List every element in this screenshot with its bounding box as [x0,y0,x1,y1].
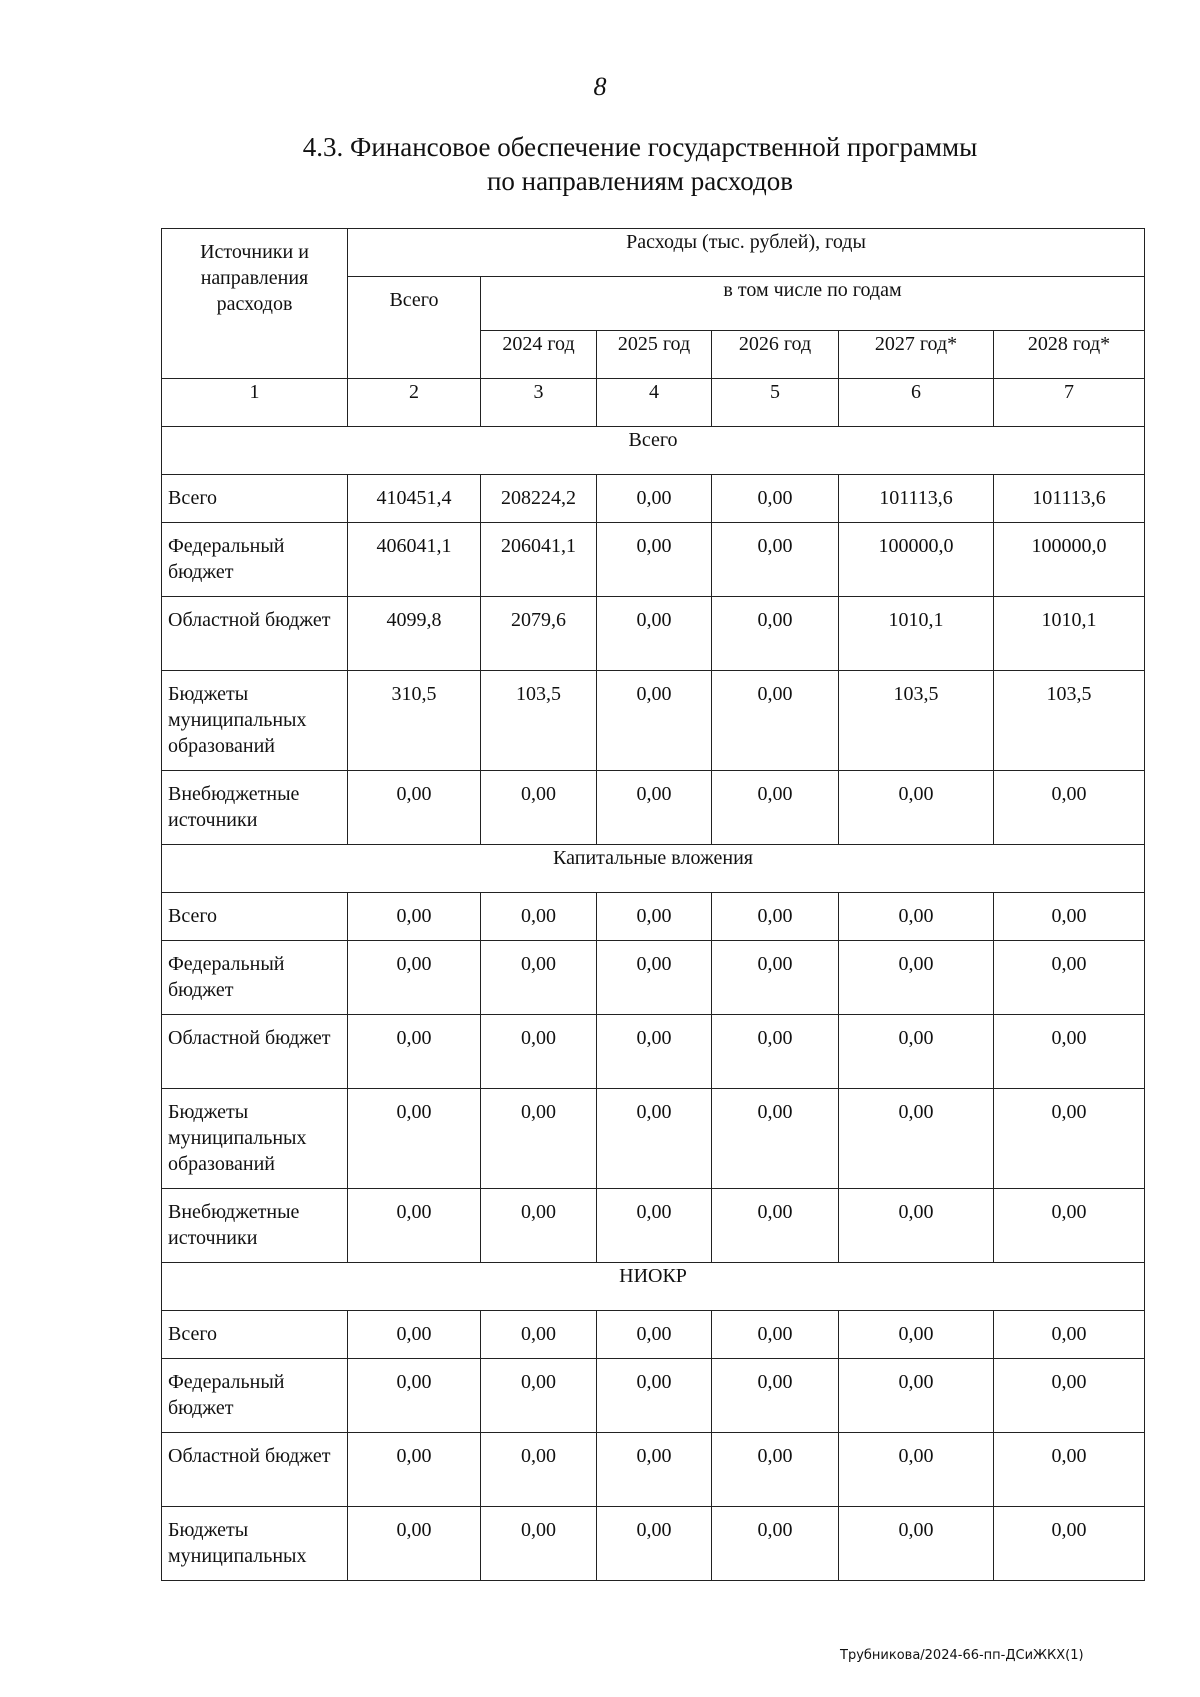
value-cell: 0,00 [839,1433,994,1507]
row-label-cell: Бюджеты муниципальных образований [162,1089,348,1189]
section-title-cell: Капитальные вложения [162,845,1145,893]
value-cell: 0,00 [712,771,839,845]
value-cell: 0,00 [481,1311,597,1359]
table-row [162,475,1145,523]
value-cell: 0,00 [994,893,1145,941]
value-cell: 103,5 [994,671,1145,771]
value-cell: 0,00 [839,771,994,845]
value-cell: 0,00 [348,771,481,845]
value-cell: 101113,6 [994,475,1145,523]
value-cell: 1010,1 [994,597,1145,671]
row-label-cell: Бюджеты муниципальных образований [162,671,348,771]
value-cell: 0,00 [348,893,481,941]
value-cell: 0,00 [839,893,994,941]
table-row [162,523,1145,597]
value-cell: 100000,0 [839,523,994,597]
value-cell: 0,00 [994,1189,1145,1263]
row-label-cell: Всего [162,893,348,941]
value-cell: 0,00 [597,1089,712,1189]
value-cell: 0,00 [597,671,712,771]
table-row [162,671,1145,771]
value-cell: 0,00 [994,1433,1145,1507]
value-cell: 0,00 [712,1359,839,1433]
value-cell: 0,00 [839,1359,994,1433]
value-cell: 103,5 [481,671,597,771]
section-header-row [162,845,1145,893]
header-row-1 [162,229,1145,277]
row-label-cell: Федеральный бюджет [162,523,348,597]
value-cell: 0,00 [597,1015,712,1089]
value-cell: 0,00 [348,1359,481,1433]
value-cell: 0,00 [994,1311,1145,1359]
table-row [162,1189,1145,1263]
value-cell: 0,00 [597,771,712,845]
row-label-cell: Областной бюджет [162,1015,348,1089]
header-year-2024: 2024 год [481,331,597,379]
table-body [162,229,1145,1581]
value-cell: 0,00 [348,941,481,1015]
value-cell: 2079,6 [481,597,597,671]
header-total-cell: Всего [348,277,481,379]
value-cell: 0,00 [348,1015,481,1089]
row-label-cell: Федеральный бюджет [162,941,348,1015]
column-number: 3 [481,379,597,427]
value-cell: 0,00 [994,771,1145,845]
row-label-cell: Внебюджетные источники [162,771,348,845]
value-cell: 0,00 [597,1189,712,1263]
table-row [162,1359,1145,1433]
financing-table [161,228,1145,1581]
table-row [162,893,1145,941]
value-cell: 0,00 [481,1359,597,1433]
value-cell: 0,00 [597,941,712,1015]
table-row [162,941,1145,1015]
value-cell: 0,00 [712,671,839,771]
title-line-1: 4.3. Финансовое обеспечение государственной программы [302,132,978,162]
value-cell: 0,00 [994,1359,1145,1433]
row-label-cell: Областной бюджет [162,1433,348,1507]
value-cell: 0,00 [712,1189,839,1263]
section-title-cell: НИОКР [162,1263,1145,1311]
header-sources-cell: Источники и направления расходов [162,229,348,379]
table-row [162,1507,1145,1581]
value-cell: 0,00 [481,1189,597,1263]
value-cell: 0,00 [348,1433,481,1507]
value-cell: 0,00 [481,771,597,845]
value-cell: 0,00 [348,1507,481,1581]
row-label-cell: Всего [162,1311,348,1359]
value-cell: 0,00 [712,941,839,1015]
value-cell: 0,00 [348,1311,481,1359]
section-title-cell: Всего [162,427,1145,475]
value-cell: 0,00 [597,523,712,597]
value-cell: 0,00 [994,1507,1145,1581]
value-cell: 0,00 [839,941,994,1015]
value-cell: 0,00 [712,1015,839,1089]
value-cell: 0,00 [712,1507,839,1581]
table-row [162,1015,1145,1089]
column-number: 1 [162,379,348,427]
table-row [162,1089,1145,1189]
value-cell: 0,00 [481,1015,597,1089]
value-cell: 0,00 [712,523,839,597]
column-number: 4 [597,379,712,427]
value-cell: 406041,1 [348,523,481,597]
table-row [162,1311,1145,1359]
value-cell: 4099,8 [348,597,481,671]
value-cell: 0,00 [597,1359,712,1433]
column-number: 5 [712,379,839,427]
value-cell: 0,00 [994,941,1145,1015]
section-title [200,130,1080,198]
value-cell: 0,00 [994,1089,1145,1189]
header-year-2027: 2027 год* [839,331,994,379]
row-label-cell: Всего [162,475,348,523]
value-cell: 208224,2 [481,475,597,523]
value-cell: 0,00 [839,1015,994,1089]
value-cell: 1010,1 [839,597,994,671]
value-cell: 206041,1 [481,523,597,597]
value-cell: 0,00 [712,893,839,941]
value-cell: 0,00 [994,1015,1145,1089]
value-cell: 0,00 [839,1311,994,1359]
row-label-cell: Бюджеты муниципальных [162,1507,348,1581]
column-number: 6 [839,379,994,427]
value-cell: 0,00 [348,1089,481,1189]
value-cell: 0,00 [839,1507,994,1581]
header-year-2028: 2028 год* [994,331,1145,379]
column-number: 7 [994,379,1145,427]
value-cell: 0,00 [348,1189,481,1263]
row-label-cell: Областной бюджет [162,597,348,671]
value-cell: 0,00 [481,893,597,941]
header-expenses-cell: Расходы (тыс. рублей), годы [348,229,1145,277]
value-cell: 0,00 [712,475,839,523]
value-cell: 0,00 [712,1433,839,1507]
value-cell: 0,00 [597,597,712,671]
value-cell: 0,00 [597,475,712,523]
header-year-2025: 2025 год [597,331,712,379]
value-cell: 0,00 [712,1089,839,1189]
value-cell: 0,00 [481,1433,597,1507]
title-line-2: по направлениям расходов [486,166,793,196]
document-footer-code: Трубникова/2024-66-пп-ДСиЖКХ(1) [840,1648,1084,1663]
value-cell: 0,00 [712,1311,839,1359]
value-cell: 0,00 [839,1089,994,1189]
value-cell: 0,00 [481,1507,597,1581]
value-cell: 103,5 [839,671,994,771]
row-label-cell: Федеральный бюджет [162,1359,348,1433]
value-cell: 0,00 [839,1189,994,1263]
page-number: 8 [593,72,607,101]
table-row [162,1433,1145,1507]
header-by-years-cell: в том числе по годам [481,277,1145,331]
value-cell: 310,5 [348,671,481,771]
value-cell: 0,00 [597,893,712,941]
value-cell: 101113,6 [839,475,994,523]
value-cell: 0,00 [481,941,597,1015]
section-header-row [162,1263,1145,1311]
value-cell: 0,00 [481,1089,597,1189]
section-header-row [162,427,1145,475]
value-cell: 0,00 [597,1507,712,1581]
row-label-cell: Внебюджетные источники [162,1189,348,1263]
header-year-2026: 2026 год [712,331,839,379]
value-cell: 100000,0 [994,523,1145,597]
table-row [162,597,1145,671]
table-row [162,771,1145,845]
value-cell: 0,00 [597,1311,712,1359]
column-number-row [162,379,1145,427]
column-number: 2 [348,379,481,427]
value-cell: 410451,4 [348,475,481,523]
value-cell: 0,00 [597,1433,712,1507]
value-cell: 0,00 [712,597,839,671]
